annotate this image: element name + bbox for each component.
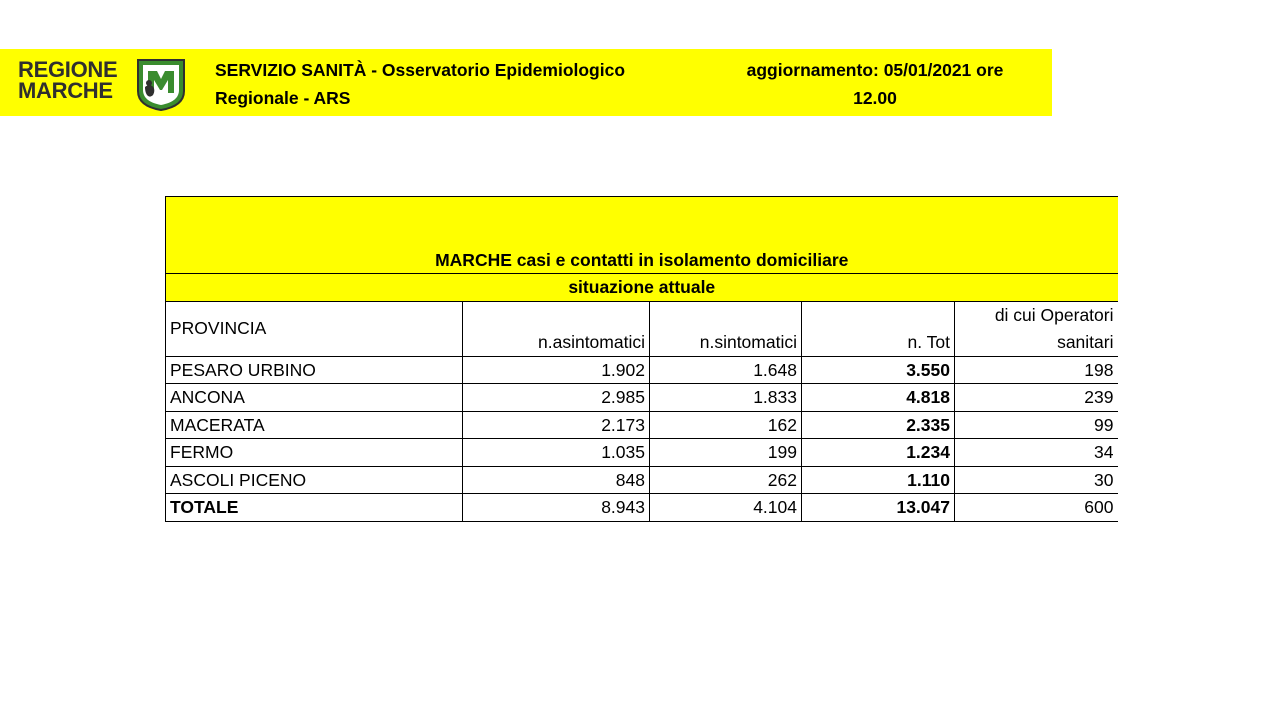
logo-line-2: MARCHE xyxy=(18,78,113,103)
cell-asintomatici: 2.985 xyxy=(463,384,650,412)
header-banner xyxy=(0,49,1052,116)
table-row xyxy=(166,466,1118,494)
cell-total-asintomatici: 8.943 xyxy=(463,494,650,522)
cell-operatori: 34 xyxy=(955,439,1118,467)
update-line-2: 12.00 xyxy=(853,88,897,108)
cell-operatori: 99 xyxy=(955,411,1118,439)
service-line-2: Regionale - ARS xyxy=(215,88,351,108)
cell-operatori: 198 xyxy=(955,356,1118,384)
cell-sintomatici: 162 xyxy=(650,411,802,439)
cell-total-operatori: 600 xyxy=(955,494,1118,522)
cell-provincia: PESARO URBINO xyxy=(166,356,463,384)
cell-tot: 2.335 xyxy=(802,411,955,439)
cell-asintomatici: 848 xyxy=(463,466,650,494)
col-header-operatori xyxy=(955,301,1118,356)
cell-tot: 3.550 xyxy=(802,356,955,384)
col-header-provincia: PROVINCIA xyxy=(166,301,463,356)
regione-marche-emblem-icon xyxy=(135,57,187,111)
logo-text xyxy=(18,59,136,101)
col-header-operatori-line-1: di cui Operatori xyxy=(994,304,1114,325)
table-subtitle: situazione attuale xyxy=(166,274,1118,302)
col-header-asintomatici: n.asintomatici xyxy=(463,301,650,356)
table-row xyxy=(166,411,1118,439)
cell-tot: 1.110 xyxy=(802,466,955,494)
cell-sintomatici: 1.648 xyxy=(650,356,802,384)
isolation-table xyxy=(165,196,1118,522)
table-total-row xyxy=(166,494,1118,522)
cell-tot: 1.234 xyxy=(802,439,955,467)
cell-sintomatici: 1.833 xyxy=(650,384,802,412)
logo-line-1: REGIONE xyxy=(18,57,118,82)
table-row xyxy=(166,439,1118,467)
service-title xyxy=(215,56,675,112)
update-timestamp xyxy=(705,56,1045,112)
cell-sintomatici: 262 xyxy=(650,466,802,494)
cell-asintomatici: 1.035 xyxy=(463,439,650,467)
table-row xyxy=(166,356,1118,384)
cell-total-tot: 13.047 xyxy=(802,494,955,522)
table-title: MARCHE casi e contatti in isolamento domiciliare xyxy=(166,197,1118,274)
col-header-tot: n. Tot xyxy=(802,301,955,356)
regione-marche-logo xyxy=(18,57,190,111)
cell-tot: 4.818 xyxy=(802,384,955,412)
update-line-1: aggiornamento: 05/01/2021 ore xyxy=(746,60,1004,80)
cell-provincia: ASCOLI PICENO xyxy=(166,466,463,494)
service-line-1: SERVIZIO SANITÀ - Osservatorio Epidemiologico xyxy=(215,60,626,80)
table-header-row xyxy=(166,301,1118,356)
cell-sintomatici: 199 xyxy=(650,439,802,467)
col-header-operatori-line-2: sanitari xyxy=(1057,331,1114,352)
cell-operatori: 239 xyxy=(955,384,1118,412)
cell-total-label: TOTALE xyxy=(166,494,463,522)
cell-provincia: FERMO xyxy=(166,439,463,467)
cell-provincia: ANCONA xyxy=(166,384,463,412)
table-row xyxy=(166,384,1118,412)
cell-asintomatici: 2.173 xyxy=(463,411,650,439)
cell-total-sintomatici: 4.104 xyxy=(650,494,802,522)
col-header-sintomatici: n.sintomatici xyxy=(650,301,802,356)
cell-provincia: MACERATA xyxy=(166,411,463,439)
cell-operatori: 30 xyxy=(955,466,1118,494)
cell-asintomatici: 1.902 xyxy=(463,356,650,384)
